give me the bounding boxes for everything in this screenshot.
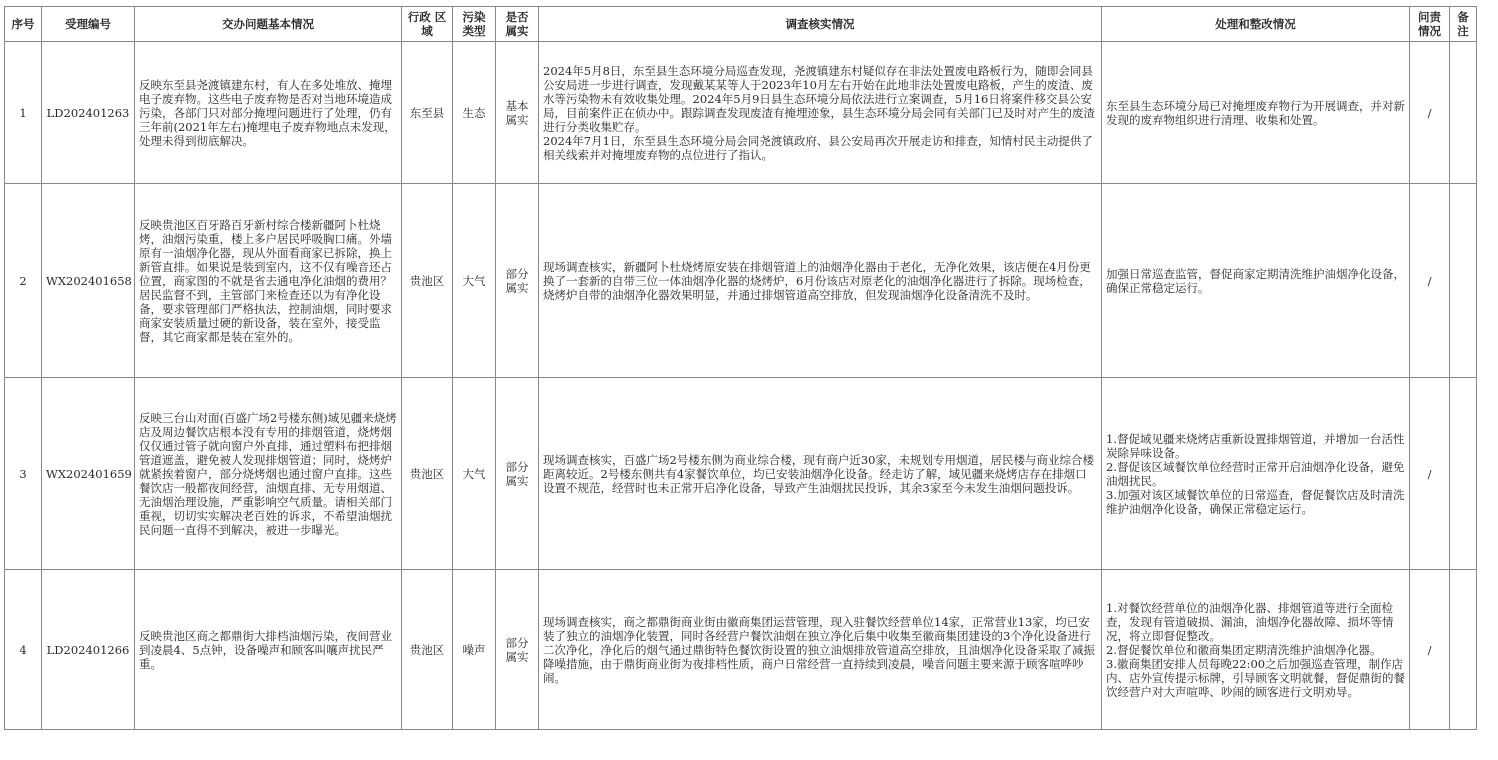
row-no: 4	[5, 570, 42, 730]
row-no: 1	[5, 42, 42, 184]
col-header-verified: 是否 属实	[496, 7, 539, 42]
row-verified: 部分属实	[496, 378, 539, 570]
row-investigation: 2024年5月8日，东至县生态环境分局巡查发现，尧渡镇建东村疑似存在非法处置废电路板行为，随即会同县公安局进一步进行调查，发现戴某某等人于2023年10月左右开始在此地非法处置废电路板，产生的废渣、废水等污染物未有效收集处理。2024年5月9日县生态环境分局依法进行立案调查，5月16日将案件移交县公安局，目前案件正在侦办中。跟踪调查发现废渣有掩埋迹象，县生态环境分局会同有关部门已及时对产生的废渣进行分类收集贮存。 2024年7月1日，东至县生态环境分局会同尧渡镇政府、县公安局再次开展走访和排查，知情村民主动提供了相关线索并对掩埋废弃物的点位进行了指认。	[539, 42, 1102, 184]
row-note	[1450, 570, 1477, 730]
row-investigation: 现场调查核实，商之都鼎街商业街由徽商集团运营管理，现入驻餐饮经营单位14家，正常营业13家，均已安装了独立的油烟净化装置，同时各经营户餐饮油烟在独立净化后集中收集至徽商集团建设的3个净化设备进行二次净化，净化后的烟气通过鼎街特色餐饮街设置的独立油烟排放管道高空排放，且油烟净化设备采取了减振降噪措施，由于鼎街商业街为夜排档性质，商户日常经营一直持续到凌晨，噪音问题主要来源于顾客喧哗吵闹。	[539, 570, 1102, 730]
table-row	[5, 570, 1477, 730]
row-no: 2	[5, 184, 42, 378]
table-row	[5, 378, 1477, 570]
row-note	[1450, 378, 1477, 570]
row-issue: 反映贵池区商之都鼎街大排档油烟污染，夜间营业到凌晨4、5点钟，设备噪声和顾客叫嚷声扰民严重。	[135, 570, 402, 730]
row-investigation: 现场调查核实，新疆阿卜杜烧烤原安装在排烟管道上的油烟净化器由于老化，无净化效果，该店便在4月份更换了一套新的自带三位一体油烟净化器的烧烤炉，6月份该店对原老化的油烟净化器进行了拆除。现场检查，烧烤炉自带的油烟净化器效果明显，并通过排烟管道高空排放，但发现油烟净化设备清洗不及时。	[539, 184, 1102, 378]
row-note	[1450, 184, 1477, 378]
col-header-investigation: 调查核实情况	[539, 7, 1102, 42]
col-header-type: 污染 类型	[453, 7, 496, 42]
row-region: 贵池区	[402, 184, 453, 378]
row-verified: 部分属实	[496, 570, 539, 730]
col-header-note: 备 注	[1450, 7, 1477, 42]
row-accountability: /	[1410, 184, 1450, 378]
row-handling: 加强日常巡查监管，督促商家定期清洗维护油烟净化设备，确保正常稳定运行。	[1102, 184, 1410, 378]
col-header-issue: 交办问题基本情况	[135, 7, 402, 42]
row-id: WX202401659	[42, 378, 135, 570]
complaint-table	[4, 6, 1477, 730]
row-verified: 基本属实	[496, 42, 539, 184]
row-note	[1450, 42, 1477, 184]
row-handling: 1.督促域见疆来烧烤店重新设置排烟管道，并增加一台活性炭除异味设备。 2.督促该区域餐饮单位经营时正常开启油烟净化设备，避免油烟扰民。 3.加强对该区域餐饮单位的日常巡查，督促餐饮店及时清洗维护油烟净化设备，确保正常稳定运行。	[1102, 378, 1410, 570]
row-handling: 东至县生态环境分局已对掩埋废弃物行为开展调查，并对新发现的废弃物组织进行清理、收集和处置。	[1102, 42, 1410, 184]
row-type: 生态	[453, 42, 496, 184]
row-investigation: 现场调查核实，百盛广场2号楼东侧为商业综合楼，现有商户近30家，未规划专用烟道，居民楼与商业综合楼距离较近。2号楼东侧共有4家餐饮单位，均已安装油烟净化设备。经走访了解，域见疆来烧烤店存在排烟口设置不规范，经营时也未正常开启净化设备，导致产生油烟扰民投诉，其余3家至今未发生油烟问题投诉。	[539, 378, 1102, 570]
row-region: 贵池区	[402, 570, 453, 730]
col-header-id: 受理编号	[42, 7, 135, 42]
row-region: 东至县	[402, 42, 453, 184]
row-no: 3	[5, 378, 42, 570]
header-row	[5, 7, 1477, 42]
col-header-region: 行政 区域	[402, 7, 453, 42]
row-accountability: /	[1410, 42, 1450, 184]
col-header-no: 序号	[5, 7, 42, 42]
row-type: 大气	[453, 378, 496, 570]
row-issue: 反映贵池区百牙路百牙新村综合楼新疆阿卜杜烧烤，油烟污染重，楼上多户居民呼吸胸口痛。外墙原有一油烟净化器，现从外面看商家已拆除，换上新管直排。如果说是装到室内，这不仅有噪音还占位置，商家图的不就是省去通电净化油烟的费用？居民监督不到，主管部门来检查还以为有净化设备，要求管理部门严格执法，控制油烟，同时要求商家安装质量过硬的新设备，装在室外，接受监督，其它商家都是装在室外的。	[135, 184, 402, 378]
table-row	[5, 184, 1477, 378]
row-accountability: /	[1410, 378, 1450, 570]
row-accountability: /	[1410, 570, 1450, 730]
row-issue: 反映三台山对面(百盛广场2号楼东侧)域见疆来烧烤店及周边餐饮店根本没有专用的排烟管道，烧烤烟仅仅通过管子就向窗户外直排，通过塑料布把排烟管道遮盖，避免被人发现排烟管道；同时，烧烤炉就紧挨着窗户，部分烧烤烟也通过窗户直排。这些餐饮店一般都夜间经营，油烟直排、无专用烟道、无油烟治理设施，严重影响空气质量。请相关部门重视，切切实实解决老百姓的诉求，不希望油烟扰民问题一直得不到解决，被进一步曝光。	[135, 378, 402, 570]
row-region: 贵池区	[402, 378, 453, 570]
row-handling: 1.对餐饮经营单位的油烟净化器、排烟管道等进行全面检查，发现有管道破损、漏油，油烟净化器故障、损坏等情况，将立即督促整改。 2.督促餐饮单位和徽商集团定期清洗维护油烟净化器。 3.徽商集团安排人员每晚22:00之后加强巡查管理，制作店内、店外宣传提示标牌，引导顾客文明就餐，督促鼎街的餐饮经营户对大声喧哗、吵闹的顾客进行文明劝导。	[1102, 570, 1410, 730]
row-type: 大气	[453, 184, 496, 378]
col-header-accountability: 问责 情况	[1410, 7, 1450, 42]
row-id: WX202401658	[42, 184, 135, 378]
row-issue: 反映东至县尧渡镇建东村，有人在多处堆放、掩埋电子废弃物。这些电子废弃物是否对当地环境造成污染，各部门只对部分掩埋问题进行了处理，仍有三年前(2021年左右)掩埋电子废弃物地点未发现，处理未得到彻底解决。	[135, 42, 402, 184]
row-id: LD202401263	[42, 42, 135, 184]
table-row	[5, 42, 1477, 184]
row-id: LD202401266	[42, 570, 135, 730]
row-type: 噪声	[453, 570, 496, 730]
col-header-handling: 处理和整改情况	[1102, 7, 1410, 42]
row-verified: 部分属实	[496, 184, 539, 378]
